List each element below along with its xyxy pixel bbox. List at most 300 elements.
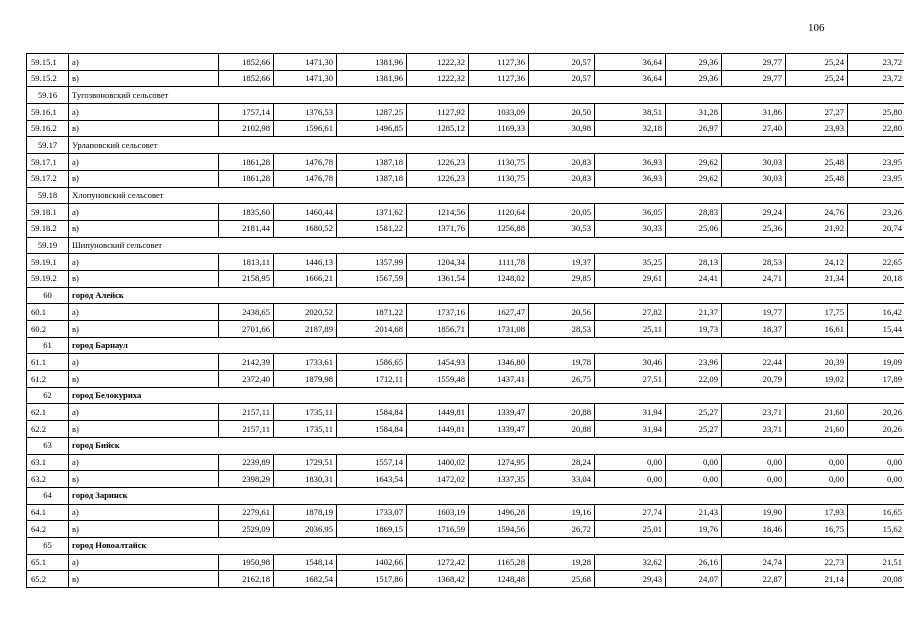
value-cell: 23,96 <box>666 354 722 371</box>
value-cell: 29,77 <box>722 70 786 87</box>
table-row <box>27 170 904 187</box>
value-cell: 24,76 <box>786 204 848 221</box>
value-cell: 16,65 <box>848 504 904 521</box>
value-cell: 32,18 <box>595 120 666 137</box>
value-cell: 1737,16 <box>407 304 469 321</box>
section-code: 59.17 <box>27 137 69 154</box>
section-title: город Барнаул <box>69 337 904 354</box>
value-cell: 30,33 <box>595 220 666 237</box>
value-cell: 1214,56 <box>407 204 469 221</box>
value-cell: 25,06 <box>666 220 722 237</box>
table-row <box>27 521 904 538</box>
value-cell: 1581,22 <box>337 220 407 237</box>
value-cell: 30,98 <box>529 120 595 137</box>
table-row <box>27 54 904 71</box>
value-cell: 36,64 <box>595 54 666 71</box>
value-cell: 1381,96 <box>337 70 407 87</box>
value-cell: 38,51 <box>595 104 666 121</box>
value-cell: 1387,18 <box>337 170 407 187</box>
value-cell: 31,28 <box>666 104 722 121</box>
value-cell: 2036,95 <box>274 521 337 538</box>
value-cell: 24,74 <box>722 554 786 571</box>
row-subtype: в) <box>69 170 219 187</box>
row-subtype: в) <box>69 571 219 588</box>
row-subtype: в) <box>69 321 219 338</box>
value-cell: 20,18 <box>848 270 904 287</box>
value-cell: 19,02 <box>786 371 848 388</box>
value-cell: 1169,33 <box>469 120 529 137</box>
row-subtype: а) <box>69 554 219 571</box>
value-cell: 25,24 <box>786 70 848 87</box>
table-row <box>27 504 904 521</box>
section-title: город Бийск <box>69 437 904 454</box>
value-cell: 1757,14 <box>219 104 274 121</box>
section-header-row <box>27 87 904 104</box>
value-cell: 30,03 <box>722 154 786 171</box>
value-cell: 0,00 <box>848 471 904 488</box>
row-subtype: в) <box>69 421 219 438</box>
value-cell: 1830,31 <box>274 471 337 488</box>
value-cell: 1120,64 <box>469 204 529 221</box>
value-cell: 1248,02 <box>469 270 529 287</box>
row-subtype: а) <box>69 304 219 321</box>
row-code: 61.2 <box>27 371 69 388</box>
value-cell: 22,73 <box>786 554 848 571</box>
value-cell: 2162,18 <box>219 571 274 588</box>
value-cell: 1861,28 <box>219 170 274 187</box>
section-code: 59.18 <box>27 187 69 204</box>
value-cell: 33,04 <box>529 471 595 488</box>
value-cell: 23,72 <box>848 54 904 71</box>
value-cell: 1835,60 <box>219 204 274 221</box>
value-cell: 1165,28 <box>469 554 529 571</box>
value-cell: 1285,12 <box>407 120 469 137</box>
section-code: 63 <box>27 437 69 454</box>
value-cell: 27,51 <box>595 371 666 388</box>
value-cell: 17,93 <box>786 504 848 521</box>
section-code: 65 <box>27 537 69 554</box>
value-cell: 30,46 <box>595 354 666 371</box>
value-cell: 29,24 <box>722 204 786 221</box>
value-cell: 2372,40 <box>219 371 274 388</box>
value-cell: 28,83 <box>666 204 722 221</box>
value-cell: 36,93 <box>595 154 666 171</box>
row-code: 59.19.1 <box>27 254 69 271</box>
value-cell: 1716,59 <box>407 521 469 538</box>
value-cell: 36,93 <box>595 170 666 187</box>
value-cell: 0,00 <box>848 454 904 471</box>
value-cell: 1869,15 <box>337 521 407 538</box>
value-cell: 19,76 <box>666 521 722 538</box>
table-row <box>27 254 904 271</box>
value-cell: 1226,23 <box>407 154 469 171</box>
row-code: 65.1 <box>27 554 69 571</box>
value-cell: 1557,14 <box>337 454 407 471</box>
value-cell: 1852,66 <box>219 54 274 71</box>
value-cell: 21,60 <box>786 421 848 438</box>
value-cell: 20,74 <box>848 220 904 237</box>
value-cell: 31,86 <box>722 104 786 121</box>
table-row <box>27 571 904 588</box>
value-cell: 17,89 <box>848 371 904 388</box>
value-cell: 21,60 <box>786 404 848 421</box>
value-cell: 1361,54 <box>407 270 469 287</box>
value-cell: 1127,92 <box>407 104 469 121</box>
value-cell: 28,53 <box>722 254 786 271</box>
table-row <box>27 220 904 237</box>
section-header-row <box>27 487 904 504</box>
value-cell: 29,77 <box>722 54 786 71</box>
value-cell: 1256,88 <box>469 220 529 237</box>
value-cell: 29,43 <box>595 571 666 588</box>
section-code: 61 <box>27 337 69 354</box>
row-subtype: а) <box>69 354 219 371</box>
value-cell: 1871,22 <box>337 304 407 321</box>
table-row <box>27 70 904 87</box>
value-cell: 16,42 <box>848 304 904 321</box>
value-cell: 35,25 <box>595 254 666 271</box>
row-code: 63.2 <box>27 471 69 488</box>
value-cell: 20,26 <box>848 404 904 421</box>
section-code: 59.19 <box>27 237 69 254</box>
value-cell: 0,00 <box>722 454 786 471</box>
value-cell: 1204,34 <box>407 254 469 271</box>
value-cell: 22,87 <box>722 571 786 588</box>
value-cell: 1627,47 <box>469 304 529 321</box>
value-cell: 20,79 <box>722 371 786 388</box>
row-code: 59.18.1 <box>27 204 69 221</box>
row-subtype: а) <box>69 254 219 271</box>
value-cell: 1454,93 <box>407 354 469 371</box>
value-cell: 23,95 <box>848 154 904 171</box>
table-row <box>27 354 904 371</box>
value-cell: 2279,61 <box>219 504 274 521</box>
value-cell: 25,48 <box>786 154 848 171</box>
section-title: город Белокуриха <box>69 387 904 404</box>
value-cell: 1496,85 <box>337 120 407 137</box>
value-cell: 1476,78 <box>274 170 337 187</box>
value-cell: 19,37 <box>529 254 595 271</box>
row-subtype: в) <box>69 471 219 488</box>
value-cell: 1584,84 <box>337 421 407 438</box>
value-cell: 1852,66 <box>219 70 274 87</box>
value-cell: 30,03 <box>722 170 786 187</box>
value-cell: 20,50 <box>529 104 595 121</box>
value-cell: 26,75 <box>529 371 595 388</box>
value-cell: 1274,95 <box>469 454 529 471</box>
value-cell: 1856,71 <box>407 321 469 338</box>
row-subtype: а) <box>69 454 219 471</box>
value-cell: 21,37 <box>666 304 722 321</box>
page-number: 106 <box>808 22 825 34</box>
row-code: 59.18.2 <box>27 220 69 237</box>
row-subtype: в) <box>69 521 219 538</box>
value-cell: 1371,76 <box>407 220 469 237</box>
value-cell: 24,71 <box>722 270 786 287</box>
table-row <box>27 204 904 221</box>
value-cell: 1371,62 <box>337 204 407 221</box>
value-cell: 22,44 <box>722 354 786 371</box>
value-cell: 2014,68 <box>337 321 407 338</box>
value-cell: 23,71 <box>722 404 786 421</box>
value-cell: 1584,84 <box>337 404 407 421</box>
value-cell: 23,93 <box>786 120 848 137</box>
value-cell: 36,64 <box>595 70 666 87</box>
value-cell: 18,46 <box>722 521 786 538</box>
value-cell: 21,14 <box>786 571 848 588</box>
value-cell: 1460,44 <box>274 204 337 221</box>
value-cell: 27,82 <box>595 304 666 321</box>
value-cell: 23,71 <box>722 421 786 438</box>
row-code: 59.17.2 <box>27 170 69 187</box>
value-cell: 25,01 <box>595 521 666 538</box>
row-code: 60.1 <box>27 304 69 321</box>
value-cell: 20,88 <box>529 421 595 438</box>
value-cell: 1471,30 <box>274 54 337 71</box>
row-code: 59.15.2 <box>27 70 69 87</box>
value-cell: 15,62 <box>848 521 904 538</box>
value-cell: 20,26 <box>848 421 904 438</box>
value-cell: 29,36 <box>666 70 722 87</box>
section-header-row <box>27 537 904 554</box>
value-cell: 1517,86 <box>337 571 407 588</box>
section-header-row <box>27 137 904 154</box>
row-code: 63.1 <box>27 454 69 471</box>
section-title: Тугозвоновский сельсовет <box>69 87 904 104</box>
value-cell: 1735,11 <box>274 421 337 438</box>
row-subtype: в) <box>69 220 219 237</box>
value-cell: 1339,47 <box>469 404 529 421</box>
row-subtype: а) <box>69 504 219 521</box>
table-row <box>27 104 904 121</box>
value-cell: 20,56 <box>529 304 595 321</box>
value-cell: 2701,66 <box>219 321 274 338</box>
row-code: 64.2 <box>27 521 69 538</box>
value-cell: 1476,78 <box>274 154 337 171</box>
table-row <box>27 270 904 287</box>
value-cell: 1666,21 <box>274 270 337 287</box>
value-cell: 2158,95 <box>219 270 274 287</box>
value-cell: 0,00 <box>786 471 848 488</box>
value-cell: 29,61 <box>595 270 666 287</box>
table-row <box>27 421 904 438</box>
value-cell: 1471,30 <box>274 70 337 87</box>
value-cell: 1127,36 <box>469 70 529 87</box>
value-cell: 29,62 <box>666 154 722 171</box>
value-cell: 1879,98 <box>274 371 337 388</box>
value-cell: 1387,18 <box>337 154 407 171</box>
value-cell: 1337,35 <box>469 471 529 488</box>
value-cell: 1381,96 <box>337 54 407 71</box>
value-cell: 1357,99 <box>337 254 407 271</box>
value-cell: 19,09 <box>848 354 904 371</box>
value-cell: 22,09 <box>666 371 722 388</box>
table-row <box>27 454 904 471</box>
table-row <box>27 154 904 171</box>
value-cell: 16,61 <box>786 321 848 338</box>
table-row <box>27 471 904 488</box>
value-cell: 25,27 <box>666 404 722 421</box>
value-cell: 2438,65 <box>219 304 274 321</box>
table-body <box>27 54 904 588</box>
value-cell: 0,00 <box>786 454 848 471</box>
value-cell: 19,78 <box>529 354 595 371</box>
value-cell: 1950,98 <box>219 554 274 571</box>
value-cell: 1368,42 <box>407 571 469 588</box>
value-cell: 1272,42 <box>407 554 469 571</box>
value-cell: 20,83 <box>529 154 595 171</box>
section-header-row <box>27 387 904 404</box>
value-cell: 0,00 <box>595 454 666 471</box>
value-cell: 24,07 <box>666 571 722 588</box>
table-row <box>27 554 904 571</box>
row-code: 59.16.1 <box>27 104 69 121</box>
value-cell: 21,43 <box>666 504 722 521</box>
value-cell: 19,73 <box>666 321 722 338</box>
value-cell: 29,62 <box>666 170 722 187</box>
section-code: 60 <box>27 287 69 304</box>
value-cell: 1496,28 <box>469 504 529 521</box>
value-cell: 1567,59 <box>337 270 407 287</box>
value-cell: 20,88 <box>529 404 595 421</box>
table-row <box>27 304 904 321</box>
section-header-row <box>27 337 904 354</box>
value-cell: 2157,11 <box>219 404 274 421</box>
value-cell: 1449,81 <box>407 421 469 438</box>
value-cell: 1731,08 <box>469 321 529 338</box>
value-cell: 1449,81 <box>407 404 469 421</box>
row-code: 59.16.2 <box>27 120 69 137</box>
value-cell: 1594,56 <box>469 521 529 538</box>
section-title: Урлаповский сельсовет <box>69 137 904 154</box>
section-code: 59.16 <box>27 87 69 104</box>
section-code: 62 <box>27 387 69 404</box>
value-cell: 28,13 <box>666 254 722 271</box>
value-cell: 25,24 <box>786 54 848 71</box>
value-cell: 25,68 <box>529 571 595 588</box>
value-cell: 20,05 <box>529 204 595 221</box>
value-cell: 32,62 <box>595 554 666 571</box>
value-cell: 25,48 <box>786 170 848 187</box>
value-cell: 21,51 <box>848 554 904 571</box>
section-title: город Заринск <box>69 487 904 504</box>
value-cell: 2187,89 <box>274 321 337 338</box>
value-cell: 2102,98 <box>219 120 274 137</box>
value-cell: 23,72 <box>848 70 904 87</box>
value-cell: 1400,02 <box>407 454 469 471</box>
value-cell: 21,92 <box>786 220 848 237</box>
value-cell: 19,16 <box>529 504 595 521</box>
value-cell: 1222,32 <box>407 54 469 71</box>
value-cell: 27,40 <box>722 120 786 137</box>
value-cell: 1437,41 <box>469 371 529 388</box>
value-cell: 25,27 <box>666 421 722 438</box>
value-cell: 1643,54 <box>337 471 407 488</box>
row-subtype: в) <box>69 371 219 388</box>
section-title: Хлопуновский сельсовет <box>69 187 904 204</box>
value-cell: 2142,39 <box>219 354 274 371</box>
value-cell: 2157,11 <box>219 421 274 438</box>
value-cell: 19,90 <box>722 504 786 521</box>
value-cell: 2239,89 <box>219 454 274 471</box>
value-cell: 1472,02 <box>407 471 469 488</box>
value-cell: 29,36 <box>666 54 722 71</box>
value-cell: 1596,61 <box>274 120 337 137</box>
row-subtype: в) <box>69 270 219 287</box>
value-cell: 28,53 <box>529 321 595 338</box>
value-cell: 15,44 <box>848 321 904 338</box>
value-cell: 1446,13 <box>274 254 337 271</box>
value-cell: 0,00 <box>722 471 786 488</box>
value-cell: 1548,14 <box>274 554 337 571</box>
row-code: 62.1 <box>27 404 69 421</box>
value-cell: 25,36 <box>722 220 786 237</box>
row-subtype: в) <box>69 70 219 87</box>
value-cell: 19,28 <box>529 554 595 571</box>
value-cell: 1733,61 <box>274 354 337 371</box>
section-header-row <box>27 437 904 454</box>
value-cell: 1402,66 <box>337 554 407 571</box>
row-subtype: а) <box>69 204 219 221</box>
value-cell: 1222,32 <box>407 70 469 87</box>
tariff-table <box>26 53 904 588</box>
value-cell: 27,27 <box>786 104 848 121</box>
value-cell: 1559,48 <box>407 371 469 388</box>
row-code: 62.2 <box>27 421 69 438</box>
value-cell: 1111,78 <box>469 254 529 271</box>
value-cell: 22,80 <box>848 120 904 137</box>
row-subtype: а) <box>69 104 219 121</box>
value-cell: 1878,19 <box>274 504 337 521</box>
value-cell: 20,39 <box>786 354 848 371</box>
value-cell: 26,16 <box>666 554 722 571</box>
value-cell: 1735,11 <box>274 404 337 421</box>
value-cell: 28,24 <box>529 454 595 471</box>
value-cell: 26,72 <box>529 521 595 538</box>
value-cell: 20,57 <box>529 70 595 87</box>
row-subtype: а) <box>69 154 219 171</box>
section-title: город Новоалтайск <box>69 537 904 554</box>
value-cell: 19,77 <box>722 304 786 321</box>
section-header-row <box>27 287 904 304</box>
value-cell: 20,83 <box>529 170 595 187</box>
row-code: 61.1 <box>27 354 69 371</box>
value-cell: 25,11 <box>595 321 666 338</box>
value-cell: 20,08 <box>848 571 904 588</box>
value-cell: 2181,44 <box>219 220 274 237</box>
row-code: 60.2 <box>27 321 69 338</box>
value-cell: 1813,11 <box>219 254 274 271</box>
value-cell: 0,00 <box>666 471 722 488</box>
value-cell: 17,75 <box>786 304 848 321</box>
value-cell: 1729,51 <box>274 454 337 471</box>
section-title: город Алейск <box>69 287 904 304</box>
value-cell: 1226,23 <box>407 170 469 187</box>
value-cell: 1680,52 <box>274 220 337 237</box>
value-cell: 1346,80 <box>469 354 529 371</box>
value-cell: 2529,09 <box>219 521 274 538</box>
value-cell: 26,97 <box>666 120 722 137</box>
value-cell: 1586,65 <box>337 354 407 371</box>
value-cell: 36,05 <box>595 204 666 221</box>
value-cell: 25,80 <box>848 104 904 121</box>
value-cell: 21,34 <box>786 270 848 287</box>
table-row <box>27 321 904 338</box>
value-cell: 1733,07 <box>337 504 407 521</box>
row-code: 59.17.1 <box>27 154 69 171</box>
value-cell: 27,74 <box>595 504 666 521</box>
value-cell: 18,37 <box>722 321 786 338</box>
